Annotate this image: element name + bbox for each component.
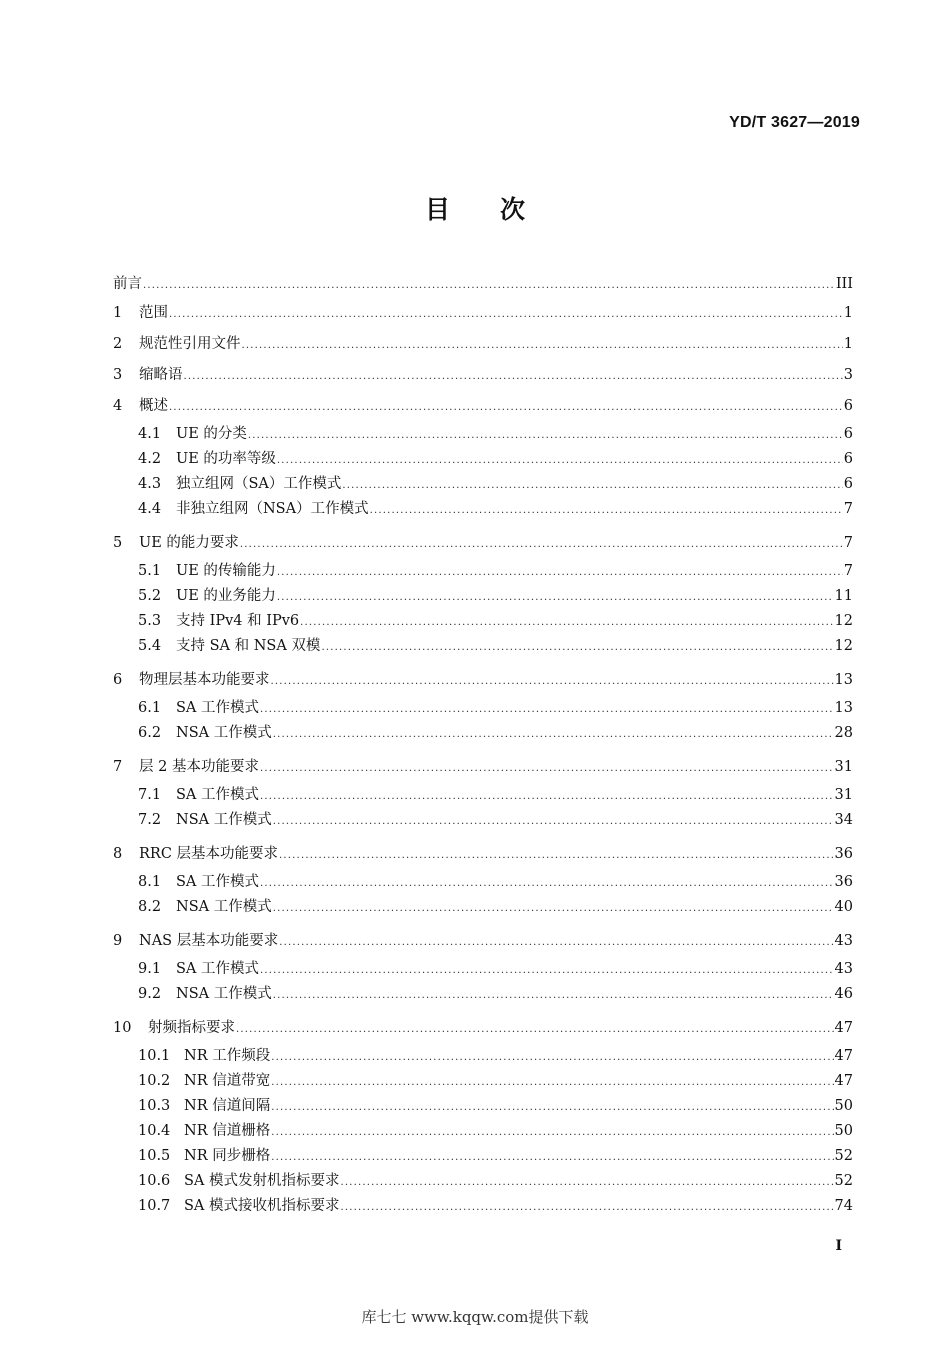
toc-entry-number: 10.7 (138, 1198, 171, 1214)
toc-entry-title: NSA 工作模式 (176, 725, 272, 741)
toc-entry-title: UE 的业务能力 (176, 588, 276, 604)
toc-entry-page: 3 (843, 367, 853, 383)
toc-entry-page: 28 (834, 725, 853, 741)
toc-leader-dots (240, 529, 843, 560)
toc-entry-page: 12 (834, 613, 853, 629)
toc-entry-title: 范围 (139, 305, 168, 321)
toc-entry-page: III (835, 276, 853, 292)
toc-entry[interactable] (113, 422, 853, 447)
toc-entry-number: 10 (113, 1020, 132, 1036)
toc-leader-dots (277, 448, 843, 473)
toc-entry[interactable] (113, 1069, 853, 1094)
toc-entry-title: 支持 SA 和 NSA 双模 (176, 638, 321, 654)
toc-entry[interactable] (113, 634, 853, 659)
toc-entry-title: UE 的分类 (176, 426, 247, 442)
toc-entry-page: 47 (834, 1073, 853, 1089)
toc-entry[interactable] (113, 609, 853, 634)
toc-entry-title: NR 同步栅格 (184, 1148, 271, 1164)
toc-leader-dots (143, 272, 835, 300)
toc-entry-title: SA 模式接收机指标要求 (184, 1198, 340, 1214)
toc-entry-number: 7.1 (138, 787, 162, 803)
toc-entry-number: 9.1 (138, 961, 162, 977)
toc-entry-number: 9.2 (138, 986, 162, 1002)
toc-entry-title: 射频指标要求 (148, 1020, 235, 1036)
toc-leader-dots (242, 330, 843, 361)
toc-entry[interactable] (113, 391, 853, 422)
toc-leader-dots (279, 927, 833, 958)
toc-leader-dots (277, 585, 834, 610)
toc-leader-dots (271, 1070, 833, 1095)
toc-entry[interactable] (113, 752, 853, 783)
toc-entry-title: NAS 层基本功能要求 (139, 933, 279, 949)
toc-entry-number: 10.3 (138, 1098, 171, 1114)
toc-entry-title: SA 工作模式 (176, 787, 260, 803)
toc-entry-number: 1 (113, 305, 123, 321)
toc-entry-title: NR 信道带宽 (184, 1073, 271, 1089)
toc-entry[interactable] (113, 1094, 853, 1119)
table-of-contents (113, 270, 853, 1219)
toc-entry-page: 31 (834, 759, 853, 775)
toc-entry-title: NR 工作频段 (184, 1048, 271, 1064)
toc-leader-dots (321, 635, 833, 660)
footer-watermark: 库七七 www.kqqw.com提供下载 (361, 1308, 589, 1326)
toc-leader-dots (273, 722, 834, 747)
toc-leader-dots (342, 473, 842, 498)
toc-leader-dots (260, 784, 834, 809)
toc-entry-page: 36 (834, 874, 853, 890)
toc-leader-dots (271, 666, 834, 697)
toc-entry-number: 10.2 (138, 1073, 171, 1089)
toc-entry-title: UE 的功率等级 (176, 451, 276, 467)
toc-entry[interactable] (113, 1044, 853, 1069)
toc-leader-dots (341, 1170, 834, 1195)
toc-entry-page: 34 (834, 812, 853, 828)
toc-entry-page: 6 (843, 398, 853, 414)
toc-entry[interactable] (113, 808, 853, 833)
toc-entry[interactable] (113, 447, 853, 472)
toc-entry[interactable] (113, 721, 853, 746)
toc-entry-page: 47 (834, 1048, 853, 1064)
toc-entry[interactable] (113, 1013, 853, 1044)
standard-number: YD/T 3627—2019 (729, 114, 860, 131)
toc-entry-page: 43 (834, 961, 853, 977)
toc-entry[interactable] (113, 472, 853, 497)
toc-entry-number: 4.1 (138, 426, 162, 442)
toc-entry-number: 10.5 (138, 1148, 171, 1164)
toc-entry-page: 13 (834, 700, 853, 716)
toc-entry[interactable] (113, 497, 853, 522)
toc-entry-page: 43 (834, 933, 853, 949)
toc-leader-dots (271, 1045, 833, 1070)
toc-entry-title: 前言 (113, 276, 142, 292)
toc-leader-dots (277, 560, 843, 585)
toc-entry[interactable] (113, 957, 853, 982)
toc-entry[interactable] (113, 1169, 853, 1194)
toc-entry-title: 支持 IPv4 和 IPv6 (176, 613, 300, 629)
toc-leader-dots (279, 840, 834, 871)
toc-entry-number: 6.2 (138, 725, 162, 741)
toc-entry-page: 7 (843, 563, 853, 579)
toc-entry-title: 缩略语 (139, 367, 183, 383)
toc-entry-number: 6.1 (138, 700, 162, 716)
toc-entry[interactable] (113, 696, 853, 721)
toc-entry-number: 4.4 (138, 501, 162, 517)
toc-entry-page: 46 (834, 986, 853, 1002)
toc-leader-dots (184, 361, 843, 392)
toc-leader-dots (273, 983, 834, 1008)
toc-entry-page: 13 (834, 672, 853, 688)
toc-entry-title: RRC 层基本功能要求 (139, 846, 279, 862)
toc-entry-page: 47 (834, 1020, 853, 1036)
toc-leader-dots (169, 392, 843, 423)
toc-entry-page: 6 (843, 451, 853, 467)
toc-entry-number: 8.2 (138, 899, 162, 915)
toc-leader-dots (300, 610, 833, 635)
toc-entry-number: 10.1 (138, 1048, 171, 1064)
toc-entry-page: 7 (843, 501, 853, 517)
toc-entry-page: 1 (843, 336, 853, 352)
toc-entry-number: 3 (113, 367, 123, 383)
toc-entry-title: SA 工作模式 (176, 874, 260, 890)
page-title: 目次 (424, 195, 575, 224)
toc-entry[interactable] (113, 895, 853, 920)
toc-entry[interactable] (113, 1194, 853, 1219)
toc-entry-title: NR 信道栅格 (184, 1123, 271, 1139)
toc-entry-page: 7 (843, 535, 853, 551)
toc-entry-number: 2 (113, 336, 123, 352)
toc-entry-page: 6 (843, 426, 853, 442)
toc-entry-number: 9 (113, 933, 123, 949)
toc-entry-page: 52 (834, 1173, 853, 1189)
toc-entry-page: 36 (834, 846, 853, 862)
toc-entry-number: 5 (113, 535, 123, 551)
toc-leader-dots (271, 1120, 833, 1145)
toc-leader-dots (260, 871, 834, 896)
toc-entry-number: 5.2 (138, 588, 162, 604)
toc-entry[interactable] (113, 926, 853, 957)
toc-entry[interactable] (113, 528, 853, 559)
toc-entry-page: 52 (834, 1148, 853, 1164)
toc-entry-number: 4 (113, 398, 123, 414)
toc-entry-number: 6 (113, 672, 123, 688)
toc-entry-page: 50 (834, 1098, 853, 1114)
toc-entry[interactable] (113, 298, 853, 329)
toc-entry-number: 5.3 (138, 613, 162, 629)
toc-entry-number: 5.4 (138, 638, 162, 654)
toc-entry[interactable] (113, 584, 853, 609)
toc-leader-dots (273, 896, 834, 921)
toc-leader-dots (370, 498, 843, 523)
toc-entry-page: 40 (834, 899, 853, 915)
toc-entry-title: NSA 工作模式 (176, 986, 272, 1002)
toc-entry-page: 1 (843, 305, 853, 321)
toc-entry-number: 4.3 (138, 476, 162, 492)
toc-entry-number: 4.2 (138, 451, 162, 467)
toc-leader-dots (273, 809, 834, 834)
toc-leader-dots (260, 753, 834, 784)
toc-entry[interactable] (113, 360, 853, 391)
toc-entry-number: 10.6 (138, 1173, 171, 1189)
toc-entry-page: 31 (834, 787, 853, 803)
toc-entry-number: 10.4 (138, 1123, 171, 1139)
toc-entry-page: 50 (834, 1123, 853, 1139)
toc-entry-title: SA 模式发射机指标要求 (184, 1173, 340, 1189)
toc-leader-dots (260, 697, 834, 722)
toc-entry-title: SA 工作模式 (176, 700, 260, 716)
toc-entry-title: 物理层基本功能要求 (139, 672, 270, 688)
toc-entry-page: 74 (834, 1198, 853, 1214)
toc-entry[interactable] (113, 329, 853, 360)
toc-entry-title: SA 工作模式 (176, 961, 260, 977)
toc-entry-number: 8.1 (138, 874, 162, 890)
toc-entry-number: 7.2 (138, 812, 162, 828)
toc-leader-dots (236, 1014, 834, 1045)
toc-leader-dots (169, 299, 843, 330)
toc-leader-dots (260, 958, 834, 983)
toc-entry-number: 5.1 (138, 563, 162, 579)
toc-entry-page: 12 (834, 638, 853, 654)
toc-leader-dots (271, 1145, 833, 1170)
toc-entry-page: 11 (834, 588, 853, 604)
page-number: I (835, 1238, 842, 1254)
toc-entry-title: NR 信道间隔 (184, 1098, 271, 1114)
toc-entry-page: 6 (843, 476, 853, 492)
toc-entry[interactable] (113, 270, 853, 298)
toc-entry-title: NSA 工作模式 (176, 812, 272, 828)
toc-entry-title: UE 的能力要求 (139, 535, 239, 551)
toc-entry-number: 8 (113, 846, 123, 862)
toc-entry[interactable] (113, 982, 853, 1007)
toc-entry-title: 概述 (139, 398, 168, 414)
toc-entry-title: NSA 工作模式 (176, 899, 272, 915)
toc-entry[interactable] (113, 559, 853, 584)
toc-leader-dots (248, 423, 843, 448)
toc-entry[interactable] (113, 783, 853, 808)
toc-leader-dots (271, 1095, 833, 1120)
toc-entry[interactable] (113, 1144, 853, 1169)
toc-entry-title: 独立组网（SA）工作模式 (176, 476, 342, 492)
toc-entry-title: 规范性引用文件 (139, 336, 241, 352)
toc-entry-title: 层 2 基本功能要求 (139, 759, 259, 775)
toc-entry[interactable] (113, 839, 853, 870)
toc-leader-dots (341, 1195, 834, 1220)
toc-entry[interactable] (113, 1119, 853, 1144)
toc-entry[interactable] (113, 870, 853, 895)
toc-entry-number: 7 (113, 759, 123, 775)
toc-entry-title: 非独立组网（NSA）工作模式 (176, 501, 369, 517)
toc-entry-title: UE 的传输能力 (176, 563, 276, 579)
toc-entry[interactable] (113, 665, 853, 696)
